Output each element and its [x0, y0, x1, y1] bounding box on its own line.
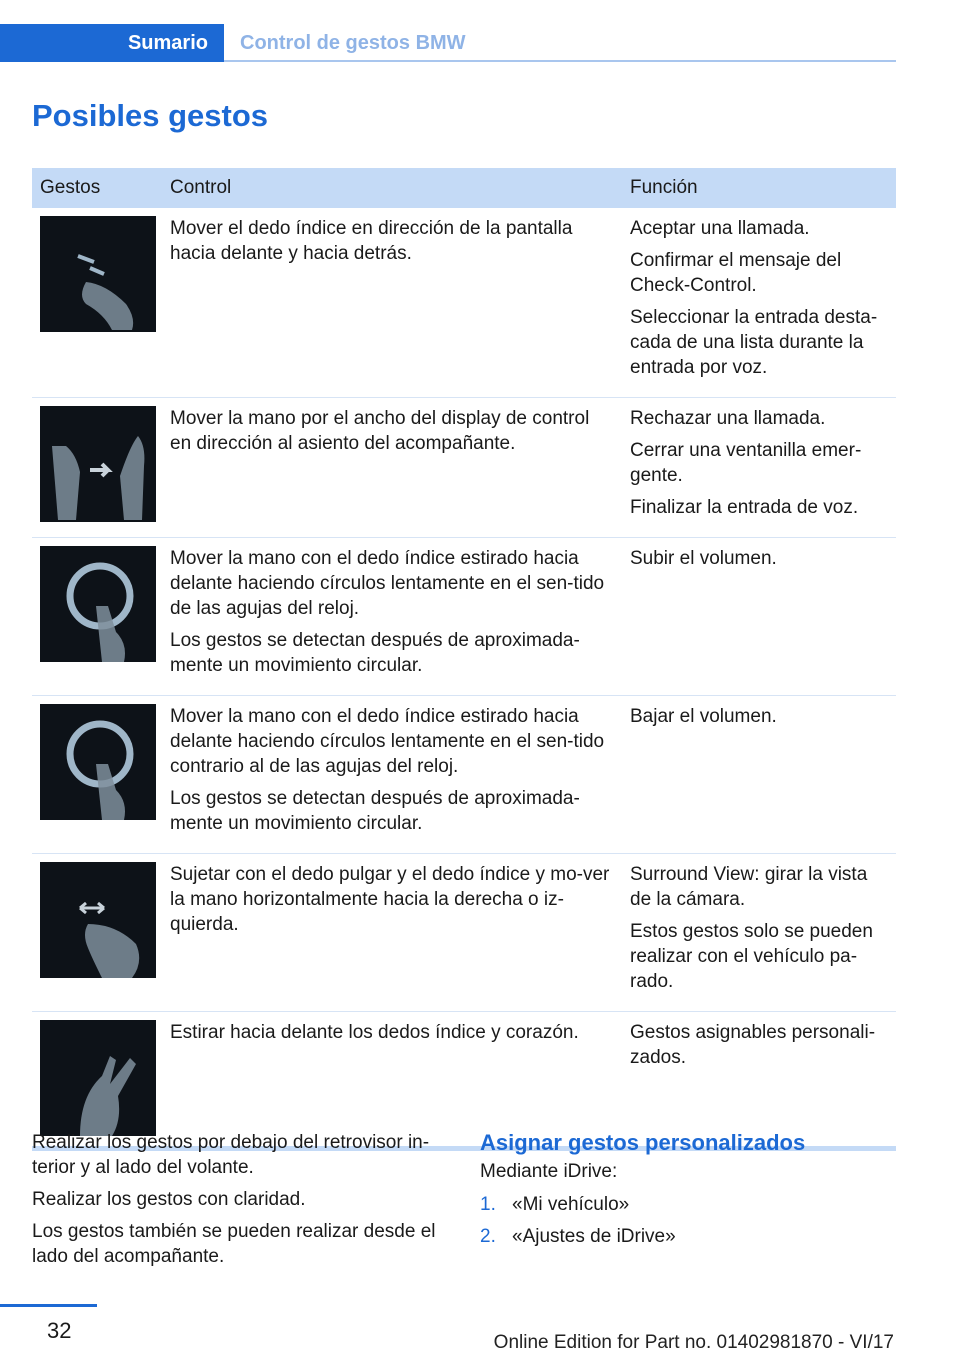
- finger-forward-back-icon: [40, 216, 156, 332]
- control-cell: [162, 1012, 622, 1149]
- control-text: Sujetar con el dedo pulgar y el dedo índice y mo-ver la mano horizontalmente hacia la derecha o iz-quierda.: [170, 864, 610, 935]
- control-text: Mover el dedo índice en dirección de la pantalla hacia delante y hacia detrás.: [170, 218, 573, 264]
- function-cell: [622, 696, 896, 854]
- hand-swipe-icon: [40, 406, 156, 522]
- function-text: Confirmar el mensaje del Check-Control.: [630, 250, 842, 296]
- table-row: [32, 208, 896, 398]
- pinch-horizontal-icon: [40, 862, 156, 978]
- list-item: 2. «Ajustes de iDrive»: [480, 1226, 676, 1247]
- notes-section: [32, 1130, 442, 1276]
- function-cell: [622, 538, 896, 696]
- footer-divider: [0, 1304, 97, 1307]
- control-cell: [162, 538, 622, 696]
- table-row: [32, 696, 896, 854]
- function-text: Estos gestos solo se pueden realizar con el vehículo pa-rado.: [630, 921, 873, 992]
- table-row: [32, 398, 896, 538]
- page-title: Posibles gestos: [32, 98, 269, 133]
- note: Realizar los gestos con claridad.: [32, 1189, 306, 1210]
- function-text: Finalizar la entrada de voz.: [630, 497, 859, 518]
- gesture-image-cell: [32, 398, 162, 538]
- function-cell: [622, 854, 896, 1012]
- gestures-table: [32, 168, 896, 1151]
- function-text: Cerrar una ventanilla emer-gente.: [630, 440, 862, 486]
- assign-title: Asignar gestos personalizados: [480, 1130, 806, 1155]
- control-text: Estirar hacia delante los dedos índice y corazón.: [170, 1022, 579, 1043]
- tab-section[interactable]: Control de gestos BMW: [240, 32, 466, 54]
- control-cell: [162, 208, 622, 398]
- note: Los gestos también se pueden realizar desde el lado del acompañante.: [32, 1221, 436, 1267]
- function-text: Bajar el volumen.: [630, 706, 777, 727]
- assign-section: [480, 1130, 896, 1256]
- function-text: Subir el volumen.: [630, 548, 777, 569]
- function-cell: [622, 1012, 896, 1149]
- list-item: 1. «Mi vehículo»: [480, 1194, 630, 1215]
- function-cell: [622, 398, 896, 538]
- control-text: Los gestos se detectan después de aproximada-mente un movimiento circular.: [170, 788, 580, 834]
- tab-sumario[interactable]: Sumario: [0, 24, 224, 62]
- table-row: [32, 538, 896, 696]
- gesture-image-cell: [32, 538, 162, 696]
- function-cell: [622, 208, 896, 398]
- gesture-image-cell: [32, 208, 162, 398]
- control-cell: [162, 854, 622, 1012]
- gesture-image-cell: [32, 696, 162, 854]
- table-row: [32, 854, 896, 1012]
- page-number: 32: [47, 1318, 72, 1343]
- function-text: Surround View: girar la vista de la cámara.: [630, 864, 868, 910]
- assign-intro: Mediante iDrive:: [480, 1161, 618, 1182]
- function-text: Rechazar una llamada.: [630, 408, 826, 429]
- control-text: Mover la mano por el ancho del display de control en dirección al asiento del acompañante.: [170, 408, 590, 454]
- circle-counterclockwise-icon: [40, 704, 156, 820]
- function-text: Gestos asignables personali-zados.: [630, 1022, 876, 1068]
- header-control: Control: [162, 168, 622, 208]
- top-bar: [0, 24, 896, 62]
- gesture-image-cell: [32, 854, 162, 1012]
- note: Realizar los gestos por debajo del retrovisor in-terior y al lado del volante.: [32, 1132, 430, 1178]
- edition-text: Online Edition for Part no. 01402981870 - VI/17: [493, 1332, 894, 1353]
- table-row: [32, 1012, 896, 1149]
- header-gestos: Gestos: [32, 168, 162, 208]
- function-text: Seleccionar la entrada desta-cada de una lista durante la entrada por voz.: [630, 307, 878, 378]
- control-text: Mover la mano con el dedo índice estirado hacia delante haciendo círculos lentamente en el sen-tido contrario al de las agujas del reloj.: [170, 706, 605, 777]
- control-text: Los gestos se detectan después de aproximada-mente un movimiento circular.: [170, 630, 580, 676]
- control-cell: [162, 398, 622, 538]
- circle-clockwise-icon: [40, 546, 156, 662]
- two-fingers-icon: [40, 1020, 156, 1136]
- header-divider: [224, 60, 896, 62]
- header-funcion: Función: [622, 168, 896, 208]
- gesture-image-cell: [32, 1012, 162, 1149]
- control-cell: [162, 696, 622, 854]
- steps-list: [480, 1192, 896, 1249]
- function-text: Aceptar una llamada.: [630, 218, 810, 239]
- control-text: Mover la mano con el dedo índice estirado hacia delante haciendo círculos lentamente en el sen-tido de las agujas del reloj.: [170, 548, 605, 619]
